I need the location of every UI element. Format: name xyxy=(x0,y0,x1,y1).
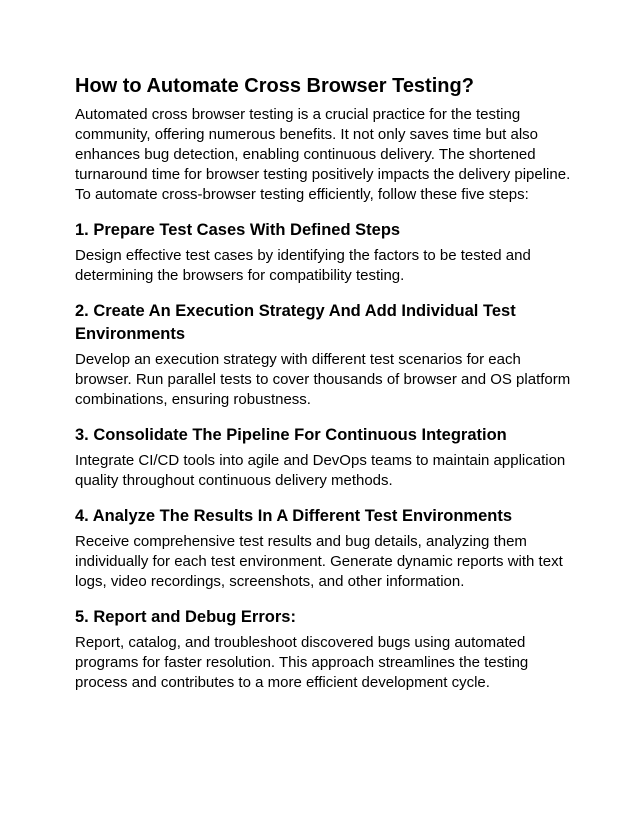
document-page xyxy=(75,74,575,707)
intro-line: enhances bug detection, enabling continuous delivery. The shortened xyxy=(75,146,536,163)
intro-line: turnaround time for browser testing positively impacts the delivery pipeline. xyxy=(75,166,571,183)
step-3-body-line: Integrate CI/CD tools into agile and DevOps teams to maintain application xyxy=(75,452,566,469)
step-5-heading-line: 5. Report and Debug Errors: xyxy=(75,608,296,626)
intro-line: community, offering numerous benefits. It not only saves time but also xyxy=(75,126,539,143)
step-2-heading-line: Environments xyxy=(75,325,186,343)
step-4-heading-line: 4. Analyze The Results In A Different Test Environments xyxy=(75,507,513,525)
intro-line: To automate cross-browser testing efficiently, follow these five steps: xyxy=(75,186,529,203)
step-3-body-line: quality throughout continuous delivery methods. xyxy=(75,472,393,489)
step-5-body-line: process and contributes to a more efficient development cycle. xyxy=(75,674,490,691)
step-5-body xyxy=(75,633,575,693)
step-5-heading xyxy=(75,606,575,629)
step-1-body xyxy=(75,246,575,286)
step-3-heading xyxy=(75,424,575,447)
step-1 xyxy=(75,219,575,286)
step-4-body xyxy=(75,532,575,592)
step-2-heading xyxy=(75,300,575,346)
step-5-body-line: programs for faster resolution. This approach streamlines the testing xyxy=(75,654,529,671)
step-2-body-line: browser. Run parallel tests to cover thousands of browser and OS platform xyxy=(75,371,571,388)
step-4-body-line: Receive comprehensive test results and bug details, analyzing them xyxy=(75,533,527,550)
step-1-body-line: determining the browsers for compatibility testing. xyxy=(75,267,405,284)
step-2-body-line: Develop an execution strategy with different test scenarios for each xyxy=(75,351,521,368)
step-4-body-line: individually for each test environment. Generate dynamic reports with text xyxy=(75,553,563,570)
step-3-body xyxy=(75,451,575,491)
step-3-heading-line: 3. Consolidate The Pipeline For Continuous Integration xyxy=(75,426,507,444)
step-1-body-line: Design effective test cases by identifying the factors to be tested and xyxy=(75,247,531,264)
intro-line: Automated cross browser testing is a crucial practice for the testing xyxy=(75,106,521,123)
step-2-body-line: combinations, ensuring robustness. xyxy=(75,391,311,408)
step-2 xyxy=(75,300,575,410)
step-4-body-line: logs, video recordings, screenshots, and other information. xyxy=(75,573,465,590)
intro-paragraph xyxy=(75,105,575,205)
step-4-heading xyxy=(75,505,575,528)
step-1-heading-line: 1. Prepare Test Cases With Defined Steps xyxy=(75,221,401,239)
step-5-body-line: Report, catalog, and troubleshoot discovered bugs using automated xyxy=(75,634,526,651)
page-title: How to Automate Cross Browser Testing? xyxy=(75,75,474,97)
step-1-heading xyxy=(75,219,575,242)
step-3 xyxy=(75,424,575,491)
step-4 xyxy=(75,505,575,592)
step-2-body xyxy=(75,350,575,410)
step-2-heading-line: 2. Create An Execution Strategy And Add Individual Test xyxy=(75,302,516,320)
step-5 xyxy=(75,606,575,693)
